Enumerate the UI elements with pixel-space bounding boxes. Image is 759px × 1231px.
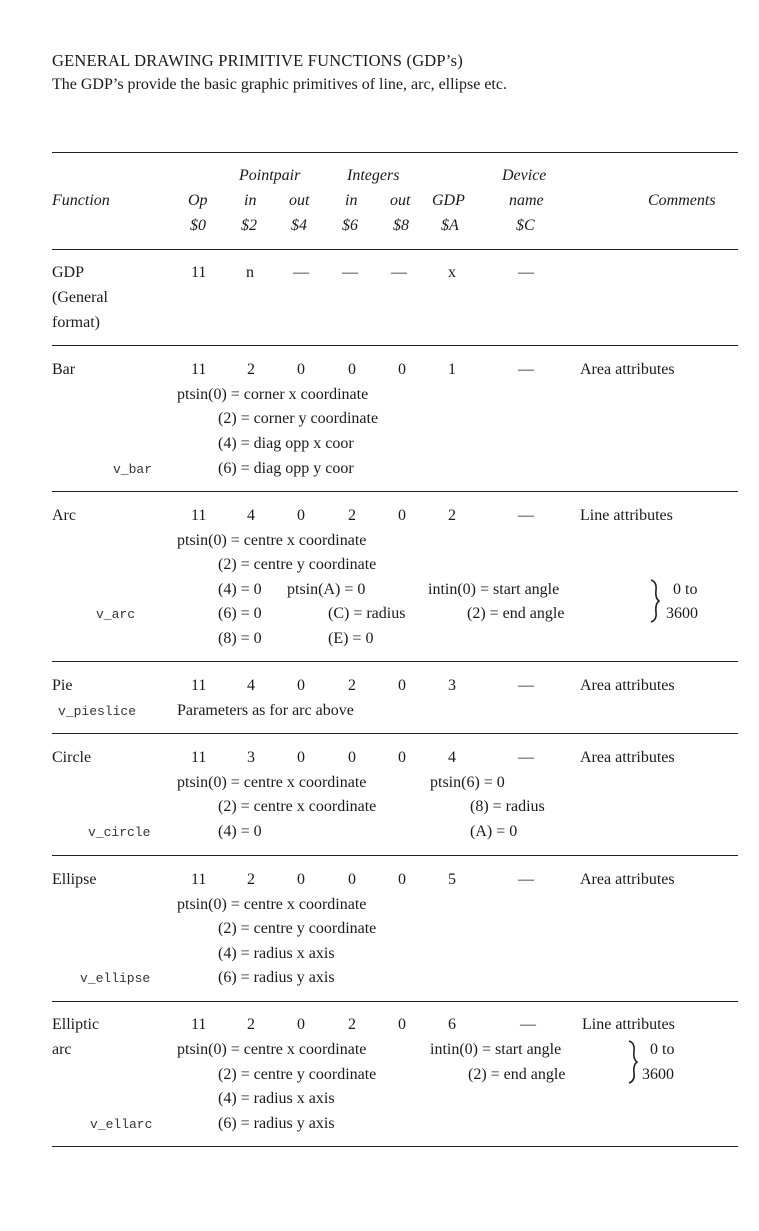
- row-gdp-name-2: (General: [52, 289, 108, 306]
- row-rule: [52, 491, 738, 492]
- row-bar-device: —: [518, 361, 534, 378]
- row-ellarc-line-3: (4) = radius x axis: [218, 1090, 335, 1107]
- row-gdp-int-in: —: [342, 264, 358, 281]
- row-gdp-name: GDP: [52, 264, 85, 281]
- row-circle-int-out: 0: [398, 749, 406, 766]
- row-circle-gdp: 4: [448, 749, 456, 766]
- row-circle-pp-in: 3: [247, 749, 255, 766]
- row-ellipse-pp-in: 2: [247, 871, 255, 888]
- header-pointpair-out-offset: $4: [291, 217, 307, 234]
- row-ellipse-line-2: (2) = centre y coordinate: [218, 920, 377, 937]
- row-arc-range-2: 3600: [666, 605, 698, 622]
- row-bar-int-out: 0: [398, 361, 406, 378]
- row-pie-gdp: 3: [448, 677, 456, 694]
- row-ellarc-pp-in: 2: [247, 1016, 255, 1033]
- row-bar-line-1: ptsin(0) = corner x coordinate: [177, 386, 369, 403]
- row-pie-pp-out: 0: [297, 677, 305, 694]
- header-gdp-offset: $A: [441, 217, 459, 234]
- row-circle-pp-out: 0: [297, 749, 305, 766]
- row-ellarc-int-out: 0: [398, 1016, 406, 1033]
- header-rule: [52, 249, 738, 250]
- row-arc-call: v_arc: [96, 607, 136, 622]
- row-bar-comment: Area attributes: [580, 361, 675, 378]
- row-rule: [52, 733, 738, 734]
- row-arc-line-2: (2) = centre y coordinate: [218, 556, 377, 573]
- row-ellarc-line-1b: intin(0) = start angle: [430, 1041, 562, 1058]
- row-arc-name: Arc: [52, 507, 76, 524]
- row-bar-call: v_bar: [113, 462, 153, 477]
- row-circle-op: 11: [191, 749, 207, 766]
- row-circle-name: Circle: [52, 749, 92, 766]
- row-ellarc-line-1a: ptsin(0) = centre x coordinate: [177, 1041, 367, 1058]
- header-device: Device: [502, 167, 547, 184]
- row-ellarc-gdp: 6: [448, 1016, 456, 1033]
- row-ellarc-name-2: arc: [52, 1041, 72, 1058]
- row-circle-line-2a: (2) = centre x coordinate: [218, 798, 377, 815]
- row-arc-line-5b: (E) = 0: [328, 630, 374, 647]
- row-arc-op: 11: [191, 507, 207, 524]
- header-device-name: name: [509, 192, 544, 209]
- row-ellarc-line-4: (6) = radius y axis: [218, 1115, 335, 1132]
- header-device-offset: $C: [516, 217, 535, 234]
- header-integers-out: out: [390, 192, 411, 209]
- table-top-rule: [52, 152, 738, 153]
- row-circle-line-3b: (A) = 0: [470, 823, 518, 840]
- row-ellipse-gdp: 5: [448, 871, 456, 888]
- row-arc-line-4a: (6) = 0: [218, 605, 262, 622]
- row-ellarc-device: —: [520, 1016, 536, 1033]
- row-ellarc-pp-out: 0: [297, 1016, 305, 1033]
- row-ellipse-line-1: ptsin(0) = centre x coordinate: [177, 896, 367, 913]
- header-integers: Integers: [347, 167, 400, 184]
- row-gdp-name-3: format): [52, 314, 100, 331]
- row-arc-range-1: 0 to: [673, 581, 698, 598]
- row-pie-name: Pie: [52, 677, 73, 694]
- row-pie-op: 11: [191, 677, 207, 694]
- row-arc-comment: Line attributes: [580, 507, 673, 524]
- row-bar-pp-in: 2: [247, 361, 255, 378]
- document-title: GENERAL DRAWING PRIMITIVE FUNCTIONS (GDP’s): [52, 51, 463, 70]
- row-ellipse-device: —: [518, 871, 534, 888]
- row-rule: [52, 661, 738, 662]
- row-circle-line-1b: ptsin(6) = 0: [430, 774, 505, 791]
- row-pie-device: —: [518, 677, 534, 694]
- row-arc-pp-out: 0: [297, 507, 305, 524]
- row-arc-pp-in: 4: [247, 507, 255, 524]
- row-circle-line-2b: (8) = radius: [470, 798, 545, 815]
- row-gdp-device: —: [518, 264, 534, 281]
- row-rule: [52, 855, 738, 856]
- row-ellarc-call: v_ellarc: [90, 1117, 153, 1132]
- header-function: Function: [52, 192, 110, 209]
- row-pie-pp-in: 4: [247, 677, 255, 694]
- row-ellipse-int-in: 0: [348, 871, 356, 888]
- header-integers-in: in: [345, 192, 358, 209]
- row-gdp-int-out: —: [391, 264, 407, 281]
- row-bar-line-4: (6) = diag opp y coor: [218, 460, 354, 477]
- header-op: Op: [188, 192, 208, 209]
- document-subtitle: The GDP’s provide the basic graphic primitives of line, arc, ellipse etc.: [52, 76, 507, 93]
- row-ellarc-comment: Line attributes: [582, 1016, 675, 1033]
- row-ellarc-line-2b: (2) = end angle: [468, 1066, 566, 1083]
- brace-icon: [626, 1039, 640, 1085]
- row-circle-device: —: [518, 749, 534, 766]
- row-ellarc-name: Elliptic: [52, 1016, 100, 1033]
- row-bar-line-2: (2) = corner y coordinate: [218, 410, 379, 427]
- brace-icon: [648, 578, 662, 624]
- row-arc-line-3c: intin(0) = start angle: [428, 581, 560, 598]
- row-pie-call: v_pieslice: [58, 704, 137, 719]
- row-arc-line-4b: (C) = radius: [328, 605, 406, 622]
- row-gdp-pp-out: —: [293, 264, 309, 281]
- table-bottom-rule: [52, 1146, 738, 1147]
- row-ellipse-line-3: (4) = radius x axis: [218, 945, 335, 962]
- row-ellipse-op: 11: [191, 871, 207, 888]
- row-circle-line-1a: ptsin(0) = centre x coordinate: [177, 774, 367, 791]
- header-pointpair-in-offset: $2: [241, 217, 257, 234]
- row-arc-line-1: ptsin(0) = centre x coordinate: [177, 532, 367, 549]
- row-ellarc-op: 11: [191, 1016, 207, 1033]
- row-ellipse-int-out: 0: [398, 871, 406, 888]
- row-ellarc-range-2: 3600: [642, 1066, 674, 1083]
- header-integers-in-offset: $6: [342, 217, 358, 234]
- row-arc-device: —: [518, 507, 534, 524]
- row-arc-line-3b: ptsin(A) = 0: [287, 581, 366, 598]
- row-pie-int-out: 0: [398, 677, 406, 694]
- row-ellarc-int-in: 2: [348, 1016, 356, 1033]
- row-pie-int-in: 2: [348, 677, 356, 694]
- header-gdp: GDP: [432, 192, 465, 209]
- row-arc-line-5a: (8) = 0: [218, 630, 262, 647]
- row-ellipse-name: Ellipse: [52, 871, 97, 888]
- row-ellipse-line-4: (6) = radius y axis: [218, 969, 335, 986]
- row-gdp-gdp: x: [448, 264, 456, 281]
- row-bar-int-in: 0: [348, 361, 356, 378]
- row-bar-name: Bar: [52, 361, 76, 378]
- row-bar-line-3: (4) = diag opp x coor: [218, 435, 354, 452]
- header-op-offset: $0: [190, 217, 206, 234]
- row-arc-line-4c: (2) = end angle: [467, 605, 565, 622]
- header-pointpair-in: in: [244, 192, 257, 209]
- row-circle-comment: Area attributes: [580, 749, 675, 766]
- row-ellipse-comment: Area attributes: [580, 871, 675, 888]
- row-bar-pp-out: 0: [297, 361, 305, 378]
- row-arc-gdp: 2: [448, 507, 456, 524]
- row-ellipse-call: v_ellipse: [80, 971, 151, 986]
- row-pie-line-1: Parameters as for arc above: [177, 702, 354, 719]
- row-arc-line-3a: (4) = 0: [218, 581, 262, 598]
- row-gdp-pp-in: n: [246, 264, 254, 281]
- header-comments: Comments: [648, 192, 716, 209]
- header-integers-out-offset: $8: [393, 217, 409, 234]
- row-ellarc-line-2a: (2) = centre y coordinate: [218, 1066, 377, 1083]
- row-bar-gdp: 1: [448, 361, 456, 378]
- header-pointpair: Pointpair: [239, 167, 301, 184]
- row-bar-op: 11: [191, 361, 207, 378]
- row-ellipse-pp-out: 0: [297, 871, 305, 888]
- row-rule: [52, 345, 738, 346]
- row-circle-int-in: 0: [348, 749, 356, 766]
- row-arc-int-out: 0: [398, 507, 406, 524]
- row-ellarc-range-1: 0 to: [650, 1041, 675, 1058]
- header-pointpair-out: out: [289, 192, 310, 209]
- row-pie-comment: Area attributes: [580, 677, 675, 694]
- row-circle-line-3a: (4) = 0: [218, 823, 262, 840]
- row-rule: [52, 1001, 738, 1002]
- row-gdp-op: 11: [191, 264, 207, 281]
- row-arc-int-in: 2: [348, 507, 356, 524]
- row-circle-call: v_circle: [88, 825, 151, 840]
